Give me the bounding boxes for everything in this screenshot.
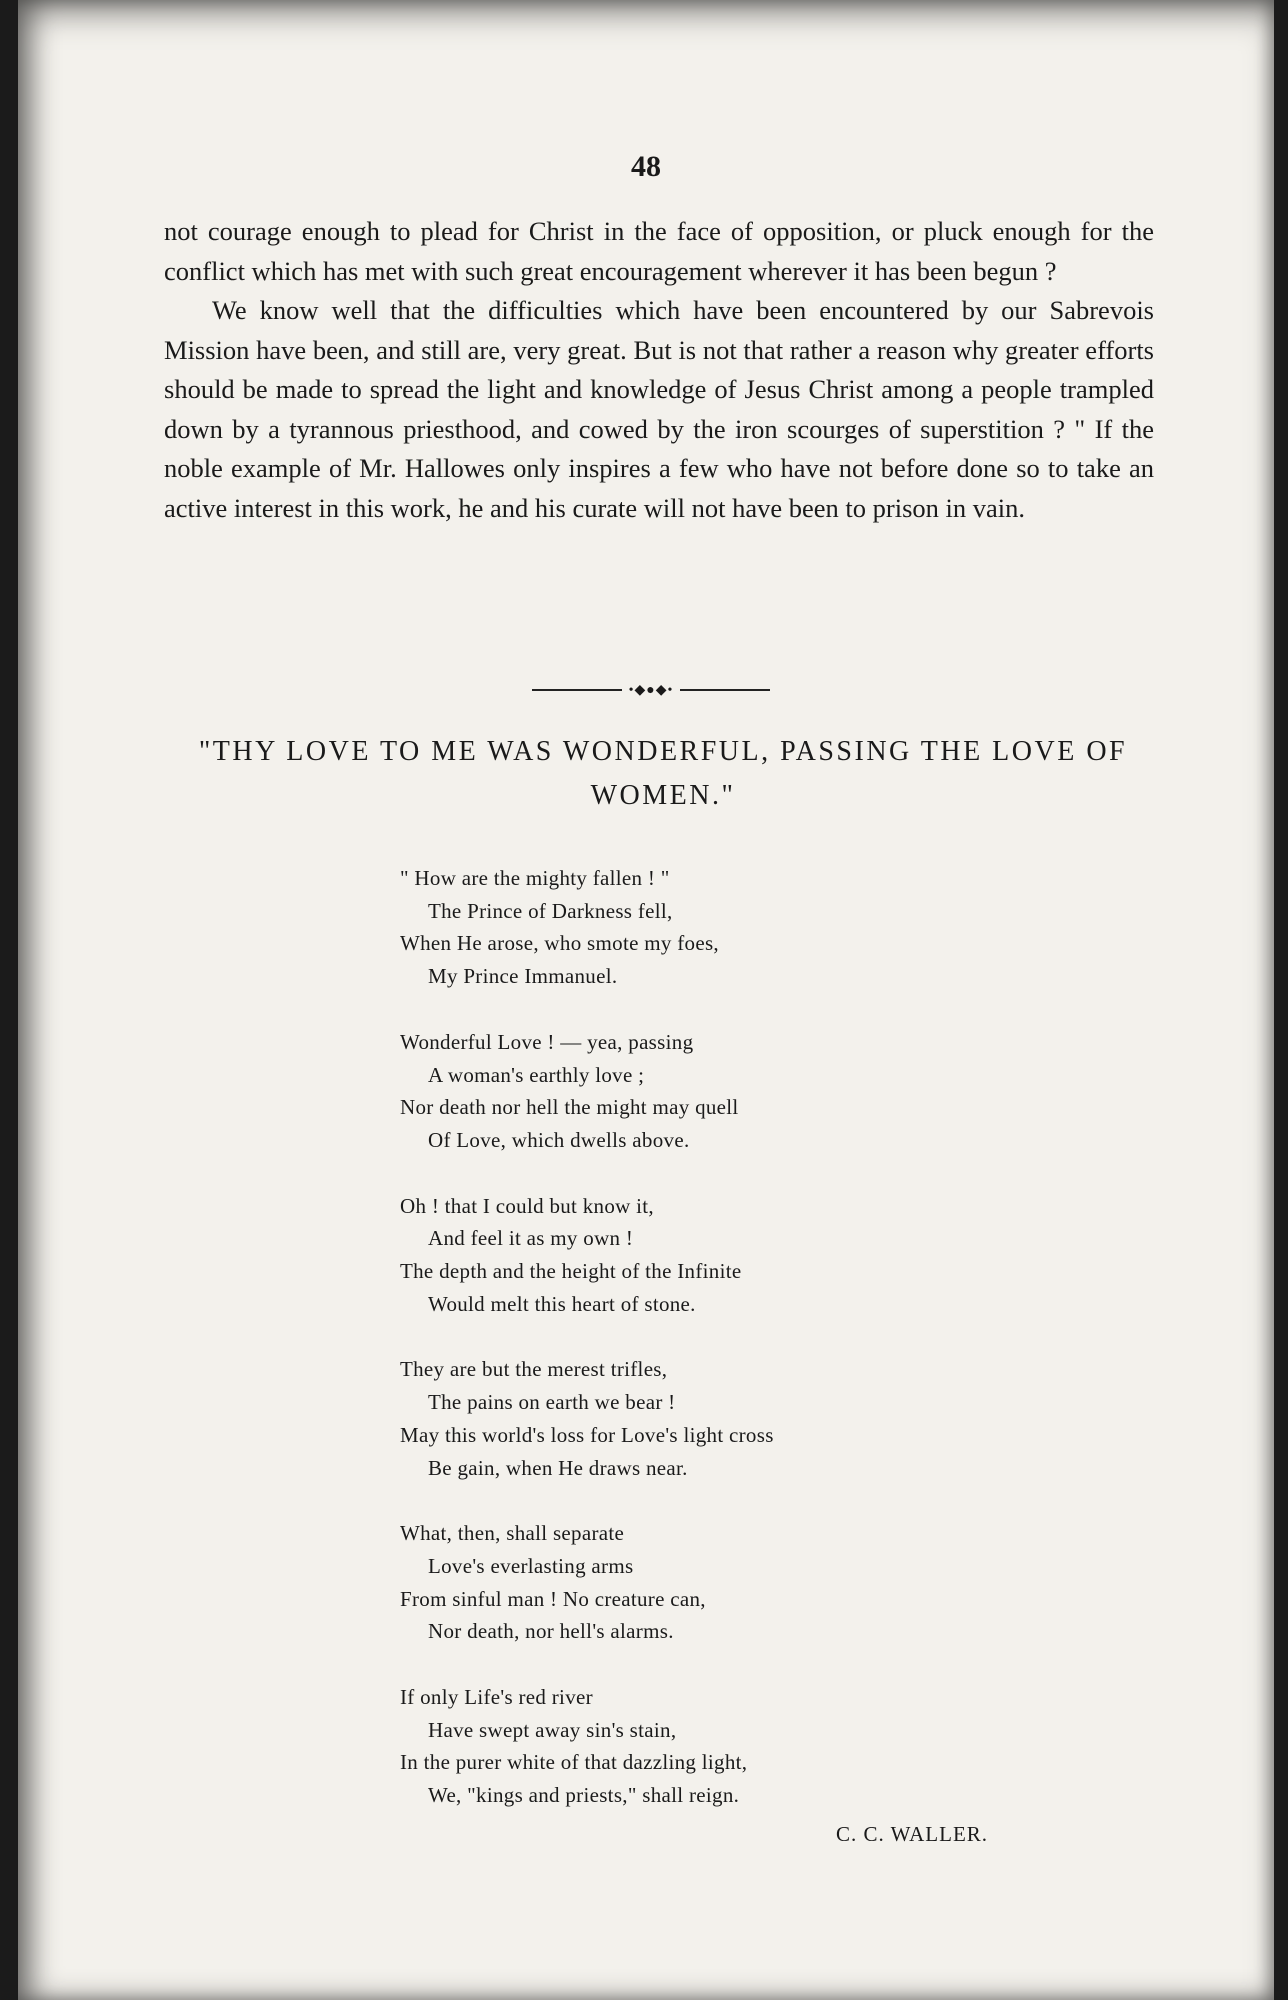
poem-line: " How are the mighty fallen ! " bbox=[400, 866, 670, 890]
poem-line: Oh ! that I could but know it, bbox=[400, 1193, 654, 1218]
author-signature: C. C. WALLER. bbox=[836, 1822, 989, 1846]
prose-paragraph-2: We know well that the difficulties which have been encountered by our Sabrevois Mission have been, and still are, very great. But is not that rather a reason why greater efforts should be made to spread the light and knowledge of Jesus Christ among a people trampled down by a tyrannous priesthood, and cowed by the iron scourges of superstition ? " If the noble example of Mr. Hallowes only inspires a few who have not before done so to take an active interest in this work, he and his curate will not have been to prison in vain. bbox=[164, 295, 1154, 523]
stanza-5 bbox=[400, 1517, 1120, 1648]
poem-line: We, "kings and priests," shall reign. bbox=[428, 1783, 740, 1808]
poem-line: Have swept away sin's stain, bbox=[428, 1717, 677, 1742]
poem-line: A woman's earthly love ; bbox=[428, 1062, 645, 1087]
poem-line: From sinful man ! No creature can, bbox=[400, 1586, 706, 1611]
poem-line: Wonderful Love ! — yea, passing bbox=[400, 1029, 694, 1054]
poem-line: What, then, shall separate bbox=[400, 1521, 625, 1546]
poem-line: Would melt this heart of stone. bbox=[428, 1291, 696, 1316]
poem-line: The Prince of Darkness fell, bbox=[428, 898, 673, 923]
poem-line: The pains on earth we bear ! bbox=[428, 1390, 676, 1415]
page-number: 48 bbox=[631, 150, 661, 183]
stanza-2 bbox=[400, 1026, 1120, 1157]
document-page bbox=[18, 0, 1274, 2000]
prose-paragraph-1: not courage enough to plead for Christ in the face of opposition, or pluck enough for the conflict which has met with such great encouragement wherever it has been begun ? bbox=[164, 216, 1154, 286]
ornament-icon: •◆●◆• bbox=[628, 683, 674, 698]
stanza-3 bbox=[400, 1190, 1120, 1321]
poem-line: May this world's loss for Love's light cross bbox=[400, 1422, 774, 1447]
poem-line: Love's everlasting arms bbox=[428, 1553, 634, 1578]
poem-line: When He arose, who smote my foes, bbox=[400, 931, 719, 956]
poem-line: Nor death, nor hell's alarms. bbox=[428, 1619, 674, 1644]
poem-line: If only Life's red river bbox=[400, 1685, 593, 1710]
poem-line: In the purer white of that dazzling light, bbox=[400, 1750, 748, 1775]
poem-line: And feel it as my own ! bbox=[428, 1226, 634, 1251]
poem-line: The depth and the height of the Infinite bbox=[400, 1259, 742, 1284]
poem-title: "THY LOVE TO ME WAS WONDERFUL, PASSING THE LOVE OF WOMEN." bbox=[198, 736, 1128, 811]
poem-line: They are but the merest trifles, bbox=[400, 1357, 668, 1382]
poem-line: Of Love, which dwells above. bbox=[428, 1127, 690, 1152]
stanza-6 bbox=[400, 1681, 1120, 1812]
poem bbox=[400, 862, 1120, 1812]
section-divider-ornament bbox=[532, 680, 770, 700]
stanza-4 bbox=[400, 1353, 1120, 1484]
stanza-1 bbox=[400, 862, 1120, 993]
poem-line: Be gain, when He draws near. bbox=[428, 1455, 688, 1480]
poem-line: My Prince Immanuel. bbox=[428, 964, 618, 989]
prose-section bbox=[164, 212, 1154, 528]
poem-line: Nor death nor hell the might may quell bbox=[400, 1095, 739, 1120]
